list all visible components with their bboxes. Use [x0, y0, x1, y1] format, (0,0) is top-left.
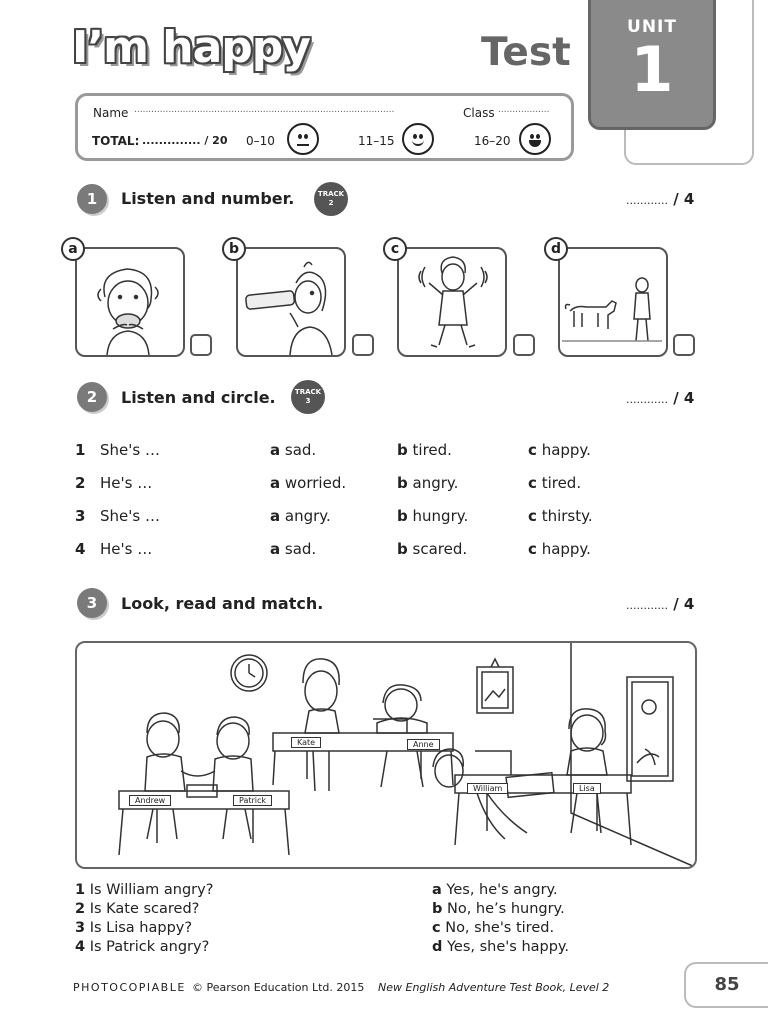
- picture-c: [397, 247, 507, 357]
- option-b[interactable]: b tired.: [397, 441, 452, 459]
- girl-eating-icon: [77, 249, 183, 355]
- match-question[interactable]: 3 Is Lisa happy?: [75, 920, 193, 936]
- photocopiable-label: PHOTOCOPIABLE: [73, 981, 186, 994]
- section-2-score: ............ / 4: [626, 389, 695, 407]
- option-a[interactable]: a sad.: [270, 441, 317, 459]
- total-field[interactable]: .............. / 20: [142, 134, 228, 147]
- answer-box-a[interactable]: [190, 334, 212, 356]
- classroom-illustration: [77, 643, 695, 867]
- answer-box-d[interactable]: [673, 334, 695, 356]
- option-b[interactable]: b hungry.: [397, 507, 469, 525]
- match-question[interactable]: 4 Is Patrick angry?: [75, 939, 210, 955]
- option-b[interactable]: b angry.: [397, 474, 459, 492]
- page-number: 85: [684, 962, 768, 1008]
- option-a[interactable]: a sad.: [270, 540, 317, 558]
- section-1-title: Listen and number.: [121, 189, 295, 208]
- picture-b: [236, 247, 346, 357]
- range-low: 0–10: [246, 134, 275, 148]
- section-2-title: Listen and circle.: [121, 388, 276, 407]
- name-tag-andrew: Andrew: [129, 795, 171, 806]
- match-answer[interactable]: a Yes, he's angry.: [432, 882, 558, 898]
- neutral-face-icon: [287, 123, 319, 155]
- option-c[interactable]: c happy.: [528, 540, 591, 558]
- name-label: Name: [93, 106, 129, 120]
- dog-and-girl-icon: [560, 249, 666, 355]
- option-b[interactable]: b scared.: [397, 540, 468, 558]
- big-smile-face-icon: [519, 123, 551, 155]
- class-label: Class: [463, 106, 495, 120]
- question-stem: She's …: [100, 507, 160, 525]
- answer-box-b[interactable]: [352, 334, 374, 356]
- copyright: © Pearson Education Ltd. 2015: [192, 981, 365, 994]
- page-title: I’m happy: [72, 22, 310, 73]
- name-tag-kate: Kate: [291, 737, 321, 748]
- girl-drinking-icon: [238, 249, 344, 355]
- unit-badge: [588, 0, 716, 130]
- unit-label: UNIT: [627, 17, 677, 37]
- option-a[interactable]: a angry.: [270, 507, 331, 525]
- question-stem: She's …: [100, 441, 160, 459]
- section-2-number: 2: [77, 382, 107, 412]
- track-2-badge: TRACK 2: [314, 182, 348, 216]
- unit-number: 1: [630, 33, 674, 106]
- classroom-scene: [75, 641, 697, 869]
- class-field[interactable]: ..................: [498, 105, 550, 115]
- match-question[interactable]: 2 Is Kate scared?: [75, 901, 200, 917]
- picture-a: [75, 247, 185, 357]
- picture-letter-c: c: [383, 237, 407, 261]
- test-label: Test: [481, 30, 571, 75]
- question-stem: He's …: [100, 540, 153, 558]
- range-high: 16–20: [474, 134, 511, 148]
- option-c[interactable]: c thirsty.: [528, 507, 593, 525]
- picture-d: [558, 247, 668, 357]
- option-c[interactable]: c tired.: [528, 474, 582, 492]
- picture-letter-d: d: [544, 237, 568, 261]
- shivering-girl-icon: [399, 249, 505, 355]
- question-row: 4: [75, 540, 86, 558]
- book-title: New English Adventure Test Book, Level 2: [378, 981, 610, 994]
- smile-face-icon: [402, 123, 434, 155]
- question-stem: He's …: [100, 474, 153, 492]
- option-a[interactable]: a worried.: [270, 474, 347, 492]
- section-3-score: ............ / 4: [626, 595, 695, 613]
- option-c[interactable]: c happy.: [528, 441, 591, 459]
- total-label: TOTAL:: [92, 134, 140, 148]
- answer-box-c[interactable]: [513, 334, 535, 356]
- name-tag-lisa: Lisa: [573, 783, 601, 794]
- match-answer[interactable]: c No, she's tired.: [432, 920, 555, 936]
- name-tag-william: William: [467, 783, 508, 794]
- name-tag-anne: Anne: [407, 739, 440, 750]
- question-row: 1: [75, 441, 86, 459]
- range-mid: 11–15: [358, 134, 395, 148]
- question-row: 2: [75, 474, 86, 492]
- match-question[interactable]: 1 Is William angry?: [75, 882, 214, 898]
- name-tag-patrick: Patrick: [233, 795, 272, 806]
- picture-letter-b: b: [222, 237, 246, 261]
- section-1-score: ............ / 4: [626, 190, 695, 208]
- section-3-number: 3: [77, 588, 107, 618]
- picture-letter-a: a: [61, 237, 85, 261]
- name-field[interactable]: ...........................................................................................: [134, 105, 395, 115]
- section-3-title: Look, read and match.: [121, 594, 324, 613]
- section-1-number: 1: [77, 184, 107, 214]
- match-answer[interactable]: d Yes, she's happy.: [432, 939, 570, 955]
- track-3-badge: TRACK 3: [291, 380, 325, 414]
- question-row: 3: [75, 507, 86, 525]
- name-class-box: [75, 93, 574, 161]
- match-answer[interactable]: b No, he’s hungry.: [432, 901, 565, 917]
